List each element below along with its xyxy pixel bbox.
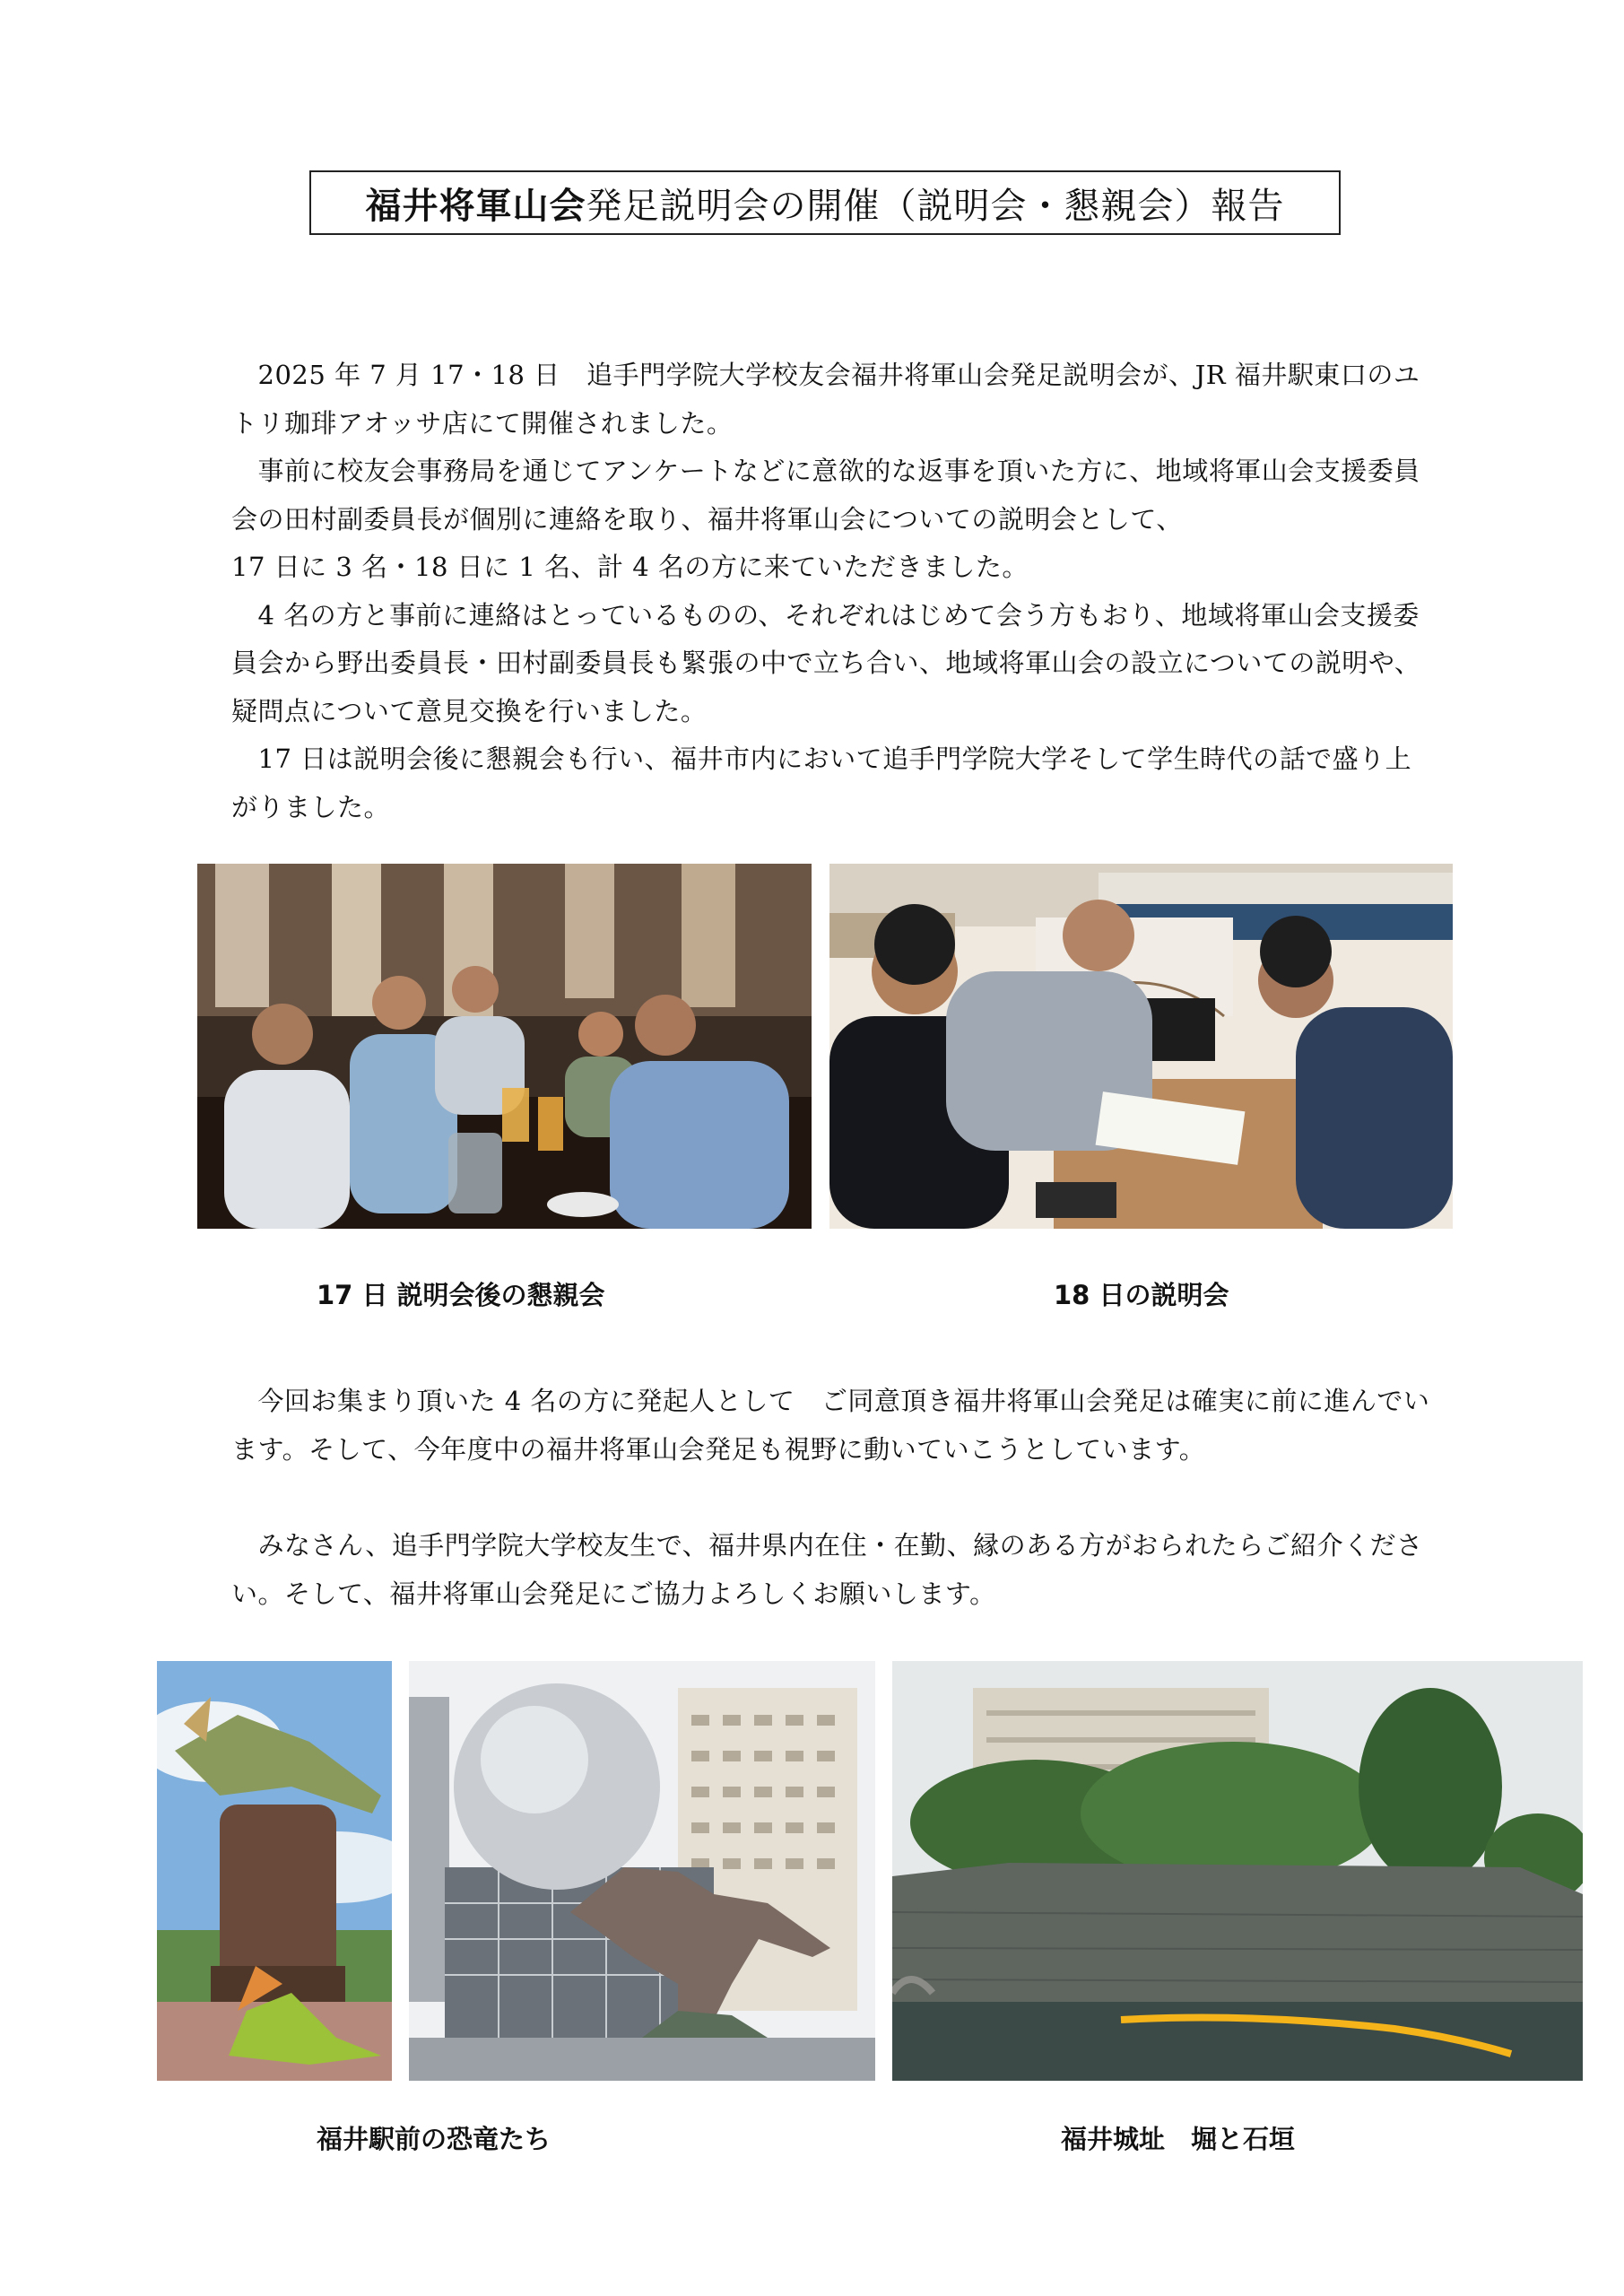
title-rest: 発足説明会の開催（説明会・懇親会）報告 (586, 185, 1285, 227)
progress-paragraph: 今回お集まり頂いた 4 名の方に発起人として ご同意頂き福井将軍山会発足は確実に前に進んでいます。そして、今年度中の福井将軍山会発足も視野に動いていこうとしています。 (231, 1386, 1430, 1465)
caption-meeting-18th: 18 日の説明会 (1054, 1280, 1229, 1310)
photo-meeting-18th (829, 864, 1453, 1229)
caption-gathering-17th: 17 日 説明会後の懇親会 (317, 1280, 605, 1310)
title-bold: 福井将軍山会 (365, 185, 586, 227)
photo-gathering-17th (197, 864, 812, 1229)
caption-castle-ruins: 福井城址 堀と石垣 (1061, 2124, 1296, 2154)
intro-paragraph: 2025 年 7 月 17・18 日 追手門学院大学校友会福井将軍山会発足説明会が、JR 福井駅東口のユトリ珈琲アオッサ店にて開催されました。 事前に校友会事務局を通じてアンケートなどに意欲的な返事を頂いた方に、地域将軍山会支援委員会の田村副委員長が個別に連絡を取り、福井将軍山会についての説明会として、 17 日に 3 名・18 日に 1 名、計 4 名の方に来ていただきました。 4 名の方と事前に連絡はとっているものの、それぞれはじめて会う方もおり、地域将軍山会支援委員会から野出委員長・田村副委員長も緊張の中で立ち合い、地域将軍山会の設立についての説明や、疑問点について意見交換を行いました。 17 日は説明会後に懇親会も行い、福井市内において追手門学院大学そして学生時代の話で盛り上がりました。 (231, 360, 1421, 822)
page-title (309, 170, 1341, 235)
photo-station-dinosaur (409, 1661, 875, 2081)
photo-castle-moat (892, 1661, 1583, 2081)
photo-dinosaur-statue (157, 1661, 392, 2081)
caption-dinosaurs: 福井駅前の恐竜たち (317, 2124, 551, 2154)
request-paragraph: みなさん、追手門学院大学校友生で、福井県内在住・在勤、縁のある方がおられたらご紹介ください。そして、福井将軍山会発足にご協力よろしくお願いします。 (231, 1530, 1423, 1609)
